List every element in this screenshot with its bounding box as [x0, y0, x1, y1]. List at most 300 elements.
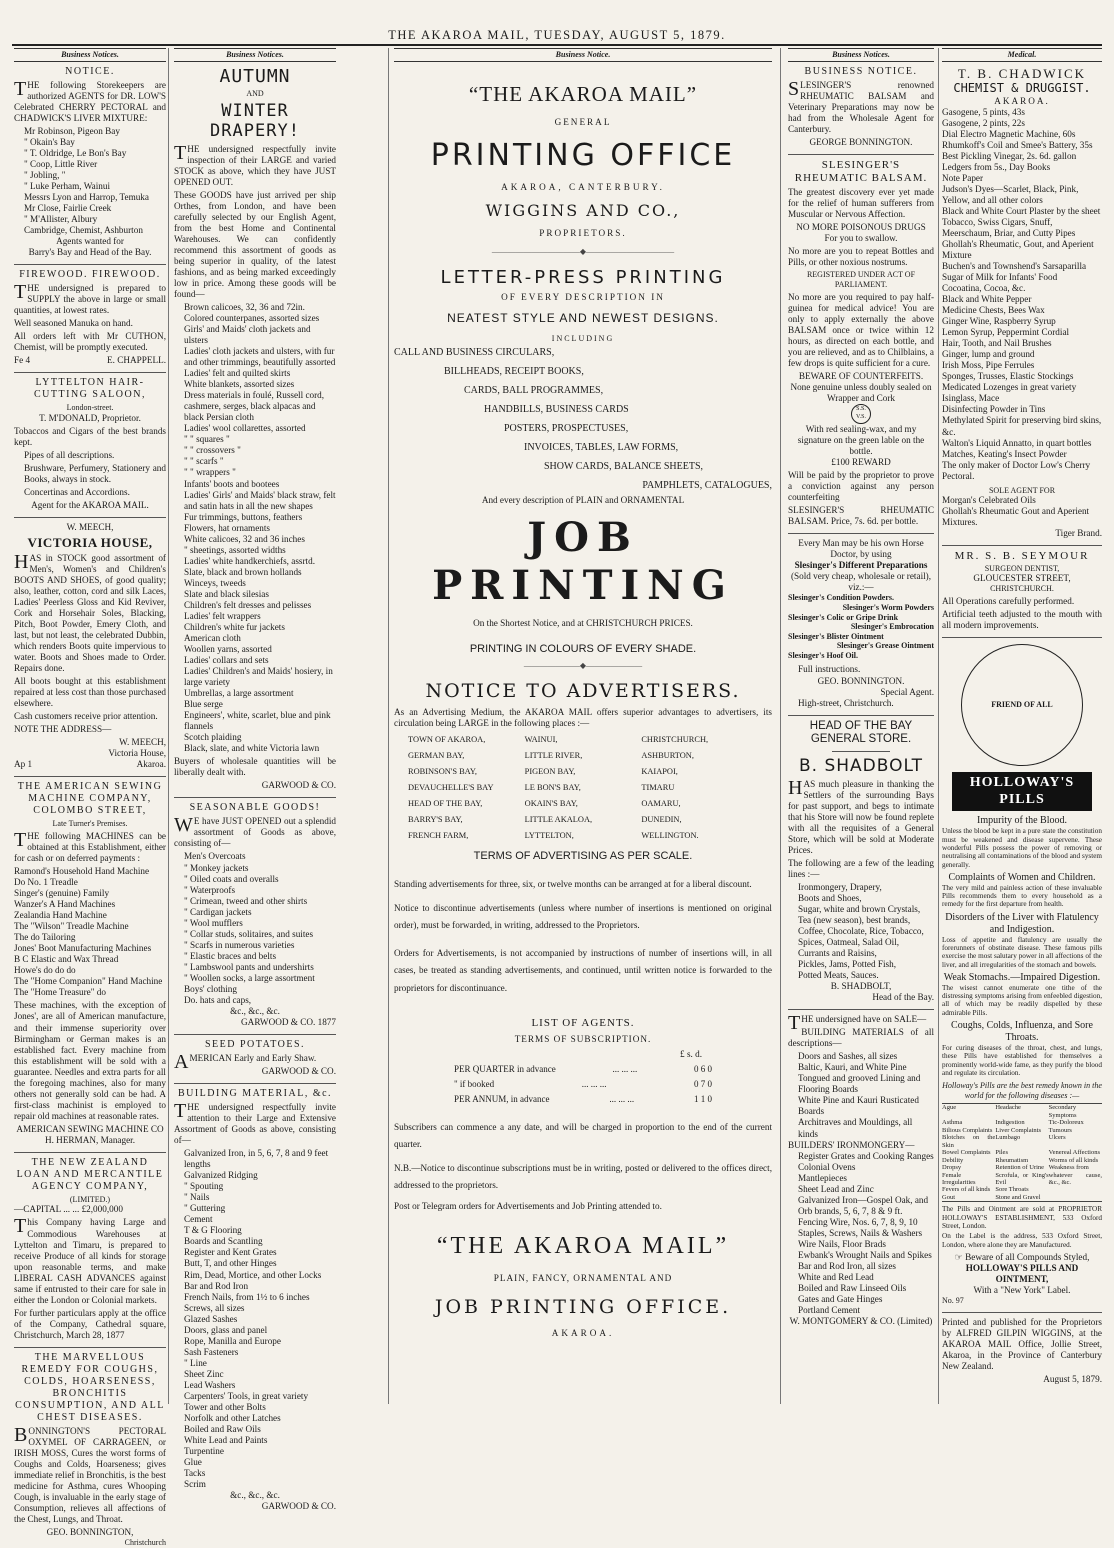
list-item: Dress materials in foulé, Russell cord, cashmere, serges, black alpacas and black Persian cloth — [184, 390, 325, 423]
town: Akaroa. — [136, 759, 166, 770]
meech-addr: Victoria House, — [108, 748, 166, 759]
list-item: Sheet Lead and Zinc — [798, 1183, 874, 1194]
table-cell: Retention of Urine — [995, 1164, 1045, 1172]
place-name: LYTTELTON, — [524, 831, 574, 841]
column-divider — [938, 48, 939, 1404]
list-item: Ladies' cloth jackets and ulsters, with fur and other trimmings, beautifully assorted — [184, 346, 336, 368]
sale-list — [788, 1051, 934, 1139]
place-name: OAMARU, — [641, 799, 681, 809]
table-cell: Fevers of all kinds — [942, 1186, 991, 1194]
signature: GEORGE BONNINGTON. — [809, 136, 913, 147]
notice-heading: NOTICE. — [65, 65, 115, 77]
list-item: Bar and Rod Iron — [184, 1280, 249, 1291]
sewing-body-2: These machines, with the exception of Jones', are all of American manufacture, and their immense superiority over Birmingham or German makes is an established fact. Every machine from this establishment will be sold with a guarantee. Needles and extra parts for all the foregoing machines, also for many others not generally sold can be had. A first-class machinist is employed to repair old machines at reasonable rates. — [14, 1000, 166, 1121]
list-item: Turpentine — [184, 1446, 224, 1456]
row-dots: ... ... ... — [609, 1094, 635, 1104]
list-item: Cocoatina, Cocoa, &c. — [942, 283, 1026, 294]
place-name: LITTLE RIVER, — [524, 751, 583, 761]
full-instructions: Full instructions. — [798, 664, 861, 675]
row-value: 1 1 0 — [694, 1094, 712, 1104]
divider — [788, 154, 934, 155]
list-item: " Monkey jackets — [184, 862, 249, 873]
beware-line-3: With a "New York" Label. — [973, 1284, 1071, 1295]
and-label: AND — [246, 89, 264, 99]
colours-line: PRINTING IN COLOURS OF EVERY SHADE. — [469, 643, 697, 656]
subscription-note: Post or Telegram orders for Advertisements and Job Printing attended to. — [394, 1200, 662, 1211]
list-item: Slesinger's Colic or Gripe Drink — [788, 612, 899, 622]
place-name: DUNEDIN, — [641, 815, 682, 825]
shadbolt-body: HAS much pleasure in thanking the Settlers of the surrounding Bays for past support, and begs to intimate that his Store will now be found replete with all the requisites of a General Store, which will be sold at Moderate Prices. — [788, 776, 934, 855]
column-3 — [394, 48, 772, 1404]
list-item: Ladies' felt and quilted skirts — [184, 368, 291, 379]
list-item: Baltic, Kauri, and White Pine — [798, 1062, 907, 1073]
sewing-heading: THE AMERICAN SEWING MACHINE COMPANY, COLOMBO STREET, — [17, 781, 163, 817]
list-item: Spices, Oatmeal, Salad Oil, — [798, 937, 900, 948]
ironmongery-list — [788, 1151, 934, 1316]
place-name: ROBINSON'S BAY, — [408, 767, 477, 777]
list-item: Slesinger's Hoof Oil. — [788, 650, 858, 660]
coughs-heading: Coughs, Colds, Influenza, and Sore Throats. — [951, 1019, 1093, 1043]
list-item: HANDBILLS, BUSINESS CARDS — [484, 404, 629, 416]
list-item: Slesinger's Blister Ointment — [788, 631, 884, 641]
divider — [14, 372, 166, 373]
rheumatic-balsam-heading: RHEUMATIC BALSAM. — [794, 171, 928, 184]
list-item: Girls' and Maids' cloth jackets and ulsters — [184, 324, 311, 346]
place-name: ASHBURTON, — [641, 751, 694, 761]
list-item: Walton's Liquid Annatto, in quart bottles — [942, 437, 1092, 448]
list-item: Colored counterpanes, assorted sizes — [184, 313, 320, 324]
list-item: Sash Fasteners — [184, 1346, 239, 1357]
sewing-body: THE following MACHINES can be obtained at this Establishment, either for cash or on deferred payments : — [14, 828, 166, 864]
business-notice-body: SLESINGER'S renowned RHEUMATIC BALSAM and Veterinary Preparations may now be had from the Wholesale Agent for Canterbury. — [788, 77, 934, 134]
table-cell: Gout — [942, 1193, 955, 1201]
table-cell: Weakness from — [1048, 1164, 1089, 1172]
list-item: " sheetings, assorted widths — [184, 544, 286, 555]
signature: W. MONTGOMERY & CO. (Limited) — [789, 1316, 933, 1327]
signature: E. CHAPPELL. — [107, 355, 166, 366]
list-item: French Nails, from 1½ to 6 inches — [184, 1291, 310, 1302]
poison-heading: NO MORE POISONOUS DRUGS — [796, 222, 926, 233]
buyers-note: Buyers of wholesale quantities will be liberally dealt with. — [174, 756, 336, 778]
saloon-street: London-street. — [66, 403, 114, 413]
ad-number: No. 97 — [942, 1295, 964, 1305]
section-heading: Medical. — [942, 48, 1102, 62]
firewood-body: THE undersigned is prepared to SUPPLY the above in large or small quantities, at lowest rates. — [14, 281, 166, 316]
head-of-bay-heading: HEAD OF THE BAY GENERAL STORE. — [809, 719, 913, 746]
list-item: Ladies' collars and sets — [184, 655, 269, 665]
imprint-date: August 5, 1879. — [1043, 1373, 1102, 1384]
list-item: Fencing Wire, Nos. 6, 7, 8, 9, 10 — [798, 1216, 918, 1227]
list-item: Ewbank's Wrought Nails and Spikes — [798, 1249, 932, 1260]
list-item: Isinglass, Mace — [942, 393, 1000, 404]
drapery-body: THE undersigned respectfully invite inspection of their LARGE and varied STOCK as above, which they have JUST OPENED OUT. — [174, 141, 336, 187]
list-item: " Woollen socks, a large assortment — [184, 972, 315, 983]
list-item: Currants and Raisins, — [798, 948, 877, 959]
list-item: " Nails — [184, 1192, 210, 1203]
table-cell: Piles — [995, 1149, 1008, 1157]
reward-heading: £100 REWARD — [831, 456, 891, 467]
letterpress-heading: LETTER-PRESS PRINTING — [440, 266, 726, 288]
list-item: Portland Cement — [798, 1305, 861, 1316]
nzloan-heading: THE NEW ZEALAND LOAN AND MERCANTILE AGENCY COMPANY, — [16, 1156, 164, 1192]
sale-heading: BUILDING MATERIALS of all descriptions— — [788, 1027, 934, 1049]
list-item: Mr Close, Fairlie Creek — [24, 202, 112, 213]
signature-row — [14, 355, 166, 366]
place-name: TOWN OF AKAROA, — [408, 734, 486, 744]
high-street: High-street, Christchurch. — [798, 697, 894, 708]
list-item: Black and White Pepper — [942, 294, 1032, 305]
list-item: Dial Electro Magnetic Machine, 60s — [942, 128, 1076, 139]
column-4 — [788, 48, 934, 1404]
place-name: LITTLE AKALOA, — [524, 815, 593, 825]
divider — [14, 1347, 166, 1348]
list-item: Rhumkoff's Coil and Smee's Battery, 35s — [942, 139, 1093, 150]
list-item: " Oiled coats and overalls — [184, 873, 279, 884]
signature: GARWOOD & CO. — [261, 780, 336, 791]
shadbolt-heading: B. SHADBOLT — [798, 756, 924, 777]
table-cell: Female Irregularities — [942, 1171, 976, 1186]
beware-line: ☞ Beware of all Compounds Styled, — [954, 1251, 1090, 1262]
preparations-list — [788, 593, 934, 660]
list-item: Doors and Sashes, all sizes — [798, 1051, 898, 1062]
list-item: Boys' clothing — [184, 983, 237, 994]
etc: &c., &c., &c. — [230, 1490, 280, 1501]
section-heading: Business Notice. — [394, 48, 772, 62]
saloon-line: Pipes of all descriptions. — [24, 450, 115, 460]
column-divider — [388, 48, 389, 1404]
masthead-title: THE AKAROA MAIL, TUESDAY, AUGUST 5, 1879. — [388, 28, 726, 42]
seal-label: FRIEND OF ALL — [991, 700, 1053, 710]
list-item: White blankets, assorted sizes — [184, 379, 295, 390]
date: Ap 1 — [14, 759, 33, 770]
row-value: 0 7 0 — [693, 1079, 712, 1090]
imprint: Printed and published for the Proprietors by ALFRED GILPIN WIGGINS, at the AKAROA MAIL Office, Jollie Street, Akaroa, in the Province of Canterbury New Zealand. — [942, 1316, 1102, 1371]
list-item: Tea (new season), best brands, — [798, 914, 911, 925]
list-item: Ladies' white handkerchiefs, assrtd. — [184, 555, 316, 566]
section-heading: Business Notices. — [14, 48, 166, 62]
place-name: WELLINGTON. — [641, 831, 699, 841]
list-item: Note Paper — [942, 172, 984, 183]
list-item: Slesinger's Condition Powders. — [788, 593, 895, 603]
list-item: Tacks — [184, 1468, 206, 1479]
column-2 — [174, 48, 336, 1512]
list-item: Hair, Tooth, and Nail Brushes — [942, 338, 1052, 349]
list-item: CALL AND BUSINESS CIRCULARS, — [394, 347, 555, 359]
list-item: Cambridge, Chemist, Ashburton — [24, 225, 143, 235]
list-item: " " wrappers " — [184, 467, 236, 478]
table-cell: Debility — [942, 1156, 964, 1164]
list-item: Tongued and grooved Lining and Flooring Boards — [798, 1073, 921, 1095]
list-item: Medicated Lozenges in great variety — [942, 382, 1077, 393]
list-item: Ladies' wool collarettes, assorted — [184, 423, 306, 434]
table-cell: Tumours — [1048, 1126, 1072, 1134]
list-item: Men's Overcoats — [184, 851, 246, 862]
remedy-body: BONNINGTON'S PECTORAL OXYMEL OF CARRAGEEN, or IRISH MOSS, Cures the worst forms of Coughs and Colds, Hoarseness; gives immediate relief in Bronchitis, is the best medicine for Asthma, cures Whooping Cough, is invaluable in the early stage of Consumption, relieves all affections of the Chest, Lungs, and Throat. — [14, 1423, 166, 1525]
winter-heading: WINTER DRAPERY! — [210, 100, 300, 142]
building-heading: BUILDING MATERIAL, &c. — [177, 1088, 333, 1100]
saloon-body: Tobaccos and Cigars of the best brands kept. — [14, 425, 166, 447]
notice-advertisers-heading: NOTICE TO ADVERTISERS. — [425, 680, 741, 703]
list-item: " Crimean, tweed and other shirts — [184, 895, 308, 906]
place-name: OKAIN'S BAY, — [524, 799, 578, 809]
list-item: SHOW CARDS, BALANCE SHEETS, — [544, 461, 703, 473]
table-cell: Tic-Doloreux — [1048, 1119, 1084, 1127]
signature: GEO. BONNINGTON. — [817, 675, 905, 686]
table-cell: Bowel Complaints — [942, 1149, 991, 1157]
sole-agent-label: SOLE AGENT FOR — [988, 485, 1056, 495]
ironmongery-heading: BUILDERS' IRONMONGERY— — [788, 1139, 915, 1150]
list-item: White calicoes, 32 and 36 inches — [184, 533, 305, 544]
table-cell: Bilious Complaints — [942, 1126, 993, 1134]
remedy-town: Christchurch — [124, 1538, 166, 1548]
balsam-body: The greatest discovery ever yet made for the relief of human sufferers from Muscular or Nervous Affection. — [788, 187, 934, 220]
list-item: " Cardigan jackets — [184, 906, 252, 917]
firm-name: WIGGINS AND CO., — [485, 200, 681, 220]
list-item: Zealandia Hand Machine — [14, 910, 107, 921]
row-label: PER QUARTER in advance — [454, 1064, 556, 1075]
job-printing-heading: JOB PRINTING — [432, 514, 734, 610]
list-item: " Jobling, " — [24, 169, 66, 180]
different-preparations: Slesinger's Different Preparations — [794, 560, 928, 571]
list-item: Infants' boots and bootees — [184, 478, 280, 489]
signature: GARWOOD & CO. — [261, 1066, 336, 1076]
autumn-heading: AUTUMN — [219, 65, 291, 87]
registered-label: REGISTERED UNDER ACT OF PARLIAMENT. — [806, 270, 916, 289]
place-name: DEVAUCHELLE'S BAY — [408, 783, 494, 793]
meech-house: VICTORIA HOUSE, — [27, 535, 153, 551]
tiger-brand: Tiger Brand. — [1055, 528, 1102, 539]
list-item: Galvanized Iron, in 5, 6, 7, 8 and 9 feet lengths — [184, 1148, 329, 1170]
list-item: " Lambswool pants and undershirts — [184, 961, 314, 972]
label-note: On the Label is the address, 533 Oxford Street, London, where alone they are Manufactured. — [942, 1232, 1102, 1249]
list-item: Bar and Rod Iron, all sizes — [798, 1260, 896, 1271]
place-name: BARRY'S BAY, — [408, 815, 463, 825]
list-item: Gasogene, 2 pints, 22s — [942, 117, 1025, 128]
list-item: Ginger, lump and ground — [942, 349, 1035, 360]
building-body: THE undersigned respectfully invite attention to their Large and Extensive Assortment of Goods as above, consisting of— — [174, 1100, 336, 1146]
special-agent: Special Agent. — [880, 686, 934, 697]
table-cell: Headache — [995, 1104, 1021, 1112]
seasonable-body: WE have JUST OPENED out a splendid assortment of Goods as above, consisting of— — [174, 814, 336, 849]
list-item: Boards and Scantling — [184, 1236, 263, 1247]
list-item: Mantlepieces — [798, 1172, 847, 1183]
meech-note: NOTE THE ADDRESS— — [14, 724, 112, 735]
table-cell — [1049, 1186, 1102, 1193]
complaints-heading: Complaints of Women and Children. — [948, 871, 1096, 883]
list-item: " Wool mufflers — [184, 917, 243, 928]
list-item: " Luke Perham, Wainui — [24, 180, 111, 191]
list-item: Judson's Dyes—Scarlet, Black, Pink, Yellow, and all other colors — [942, 183, 1079, 205]
terms-subscription: TERMS OF SUBSCRIPTION. — [514, 1034, 652, 1045]
list-item: White Lead and Paints — [184, 1434, 268, 1445]
dentist-body: All Operations carefully performed. — [942, 595, 1075, 606]
nzloan-body-2: For further particulars apply at the office of the Company, Cathedral square, Christchurch, March 28, 1877 — [14, 1307, 166, 1340]
shadbolt-few: The following are a few of the leading lines :— — [788, 857, 934, 879]
sewing-sub: Late Turner's Premises. — [52, 819, 128, 829]
disease-table — [942, 1103, 1102, 1202]
table-cell: whatever cause, &c., &c. — [1048, 1171, 1102, 1186]
seed-heading: SEED POTATOES. — [204, 1038, 306, 1050]
list-item: Glue — [184, 1457, 202, 1468]
nzloan-limited: (LIMITED.) — [69, 1194, 111, 1204]
nzloan-body: This Company having Large and Commodious Warehouses at Lyttelton and Timaru, is prepared to receive Produce of all kinds for storage upon reasonable terms, and make LIBERAL CASH ADVANCES against same if entrusted to their care for sale in either the London or Colonial markets. — [14, 1215, 166, 1305]
chadwick-name: T. B. CHADWICK — [957, 65, 1087, 81]
signature: GARWOOD & CO. — [261, 1501, 336, 1512]
neatest-style: NEATEST STYLE AND NEWEST DESIGNS. — [447, 311, 719, 326]
seal-icon: S.S. V.S. — [851, 404, 871, 424]
list-item: Boots and Shoes, — [798, 892, 862, 903]
signature-row — [14, 759, 166, 770]
column-divider — [168, 48, 169, 1404]
column-divider — [780, 48, 781, 1404]
list-item: Glazed Sashes — [184, 1313, 238, 1324]
row-dots: ... ... ... — [612, 1064, 638, 1075]
list-item: Scrim — [184, 1479, 206, 1490]
list-item: Norfolk and other Latches — [184, 1412, 281, 1423]
seal-body: With red sealing-wax, and my signature on the green lable on the bottle. — [797, 423, 925, 456]
seal-row — [788, 404, 934, 424]
list-item: Ledgers from 5s., Day Books — [942, 161, 1051, 172]
table-cell: Worms of all kinds — [1048, 1156, 1099, 1164]
meech-body-2: All boots bought at this establishment repaired at less cost than those purchased elsewhere. — [14, 676, 166, 709]
dentist-town: CHRISTCHURCH. — [990, 584, 1054, 594]
divider — [14, 517, 166, 518]
list-item: Tobacco, Swiss Cigars, Snuff, Meerschaum, Briar, and Cutty Pipes — [942, 216, 1076, 238]
list-item: Fur trimmings, buttons, feathers — [184, 511, 303, 522]
list-item: Pickles, Jams, Potted Fish, — [798, 959, 897, 970]
list-item: Lemon Syrup, Peppermint Cordial — [942, 327, 1070, 338]
list-item: Rim, Dead, Mortice, and other Locks — [184, 1269, 322, 1280]
list-item: Disinfecting Powder in Tins — [942, 404, 1046, 415]
nzloan-capital: —CAPITAL ... ... £2,000,000 — [14, 1204, 123, 1215]
list-item: " Coop, Little River — [24, 158, 98, 169]
business-notice-heading: BUSINESS NOTICE. — [804, 65, 918, 77]
price: SLESINGER'S RHEUMATIC BALSAM. Price, 7s. 6d. per bottle. — [788, 505, 934, 527]
place-name: GERMAN BAY, — [408, 751, 465, 761]
list-item: Staples, Screws, Nails & Washers — [798, 1227, 923, 1238]
terms-paragraph: Orders for Advertisements, is not accompanied by instructions of number of insertions will, in all cases, be treated as standing advertisements, and continued, until written notice is forwarded to the proprietors for discontinuance. — [394, 947, 772, 993]
meech-name: W. MEECH, — [66, 522, 114, 533]
list-item: Scotch plaiding — [184, 732, 242, 743]
firewood-heading: FIREWOOD. FIREWOOD. — [19, 269, 161, 281]
divider — [942, 545, 1102, 546]
list-item: The "Wilson" Treadle Machine — [14, 921, 129, 932]
list-item: " Spouting — [184, 1181, 224, 1192]
list-item: The "Home Treasure" do — [14, 987, 106, 998]
divider — [174, 797, 336, 798]
agents-wanted-2: Barry's Bay and Head of the Bay. — [28, 247, 152, 258]
list-item: Ladies' Children's and Maids' hosiery, in large variety — [184, 666, 333, 688]
divider — [14, 776, 166, 777]
list-item: Wanzer's A Hand Machines — [14, 899, 116, 910]
list-item: BILLHEADS, RECEIPT BOOKS, — [444, 366, 584, 378]
list-item: Engineers', white, scarlet, blue and pink flannels — [184, 710, 331, 732]
impurity-heading: Impurity of the Blood. — [977, 815, 1067, 827]
list-item: " " scarfs " — [184, 456, 224, 467]
list-item: Ramond's Household Hand Machine — [14, 866, 150, 877]
row-label: PER ANNUM, in advance — [454, 1094, 550, 1104]
list-item: POSTERS, PROSPECTUSES, — [504, 423, 629, 435]
list-item: Howe's do do do — [14, 965, 76, 976]
list-item: B C Elastic and Wax Thread — [14, 954, 119, 965]
chadwick-town: AKAROA. — [994, 95, 1050, 106]
plain-fancy: PLAIN, FANCY, ORNAMENTAL AND — [493, 1272, 673, 1283]
place-name: TIMARU — [641, 783, 675, 793]
list-item: Methylated Spirit for preserving bird skins, &c. — [942, 415, 1102, 437]
paper-title-2: “THE AKAROA MAIL” — [436, 1232, 730, 1259]
poison-body: No more are you to repeat Bottles and Pills, or other noxious nostrums. — [788, 246, 934, 268]
place-name: FRENCH FARM, — [408, 831, 469, 841]
list-item: " Collar studs, solitaires, and suites — [184, 928, 314, 939]
ornament-divider: ———————◆——————— — [523, 660, 643, 670]
saloon-agent: Agent for the AKAROA MAIL. — [31, 500, 149, 511]
date: Fe 4 — [14, 355, 31, 366]
weak-heading: Weak Stomachs.—Impaired Digestion. — [943, 971, 1101, 983]
list-item: " " crossovers " — [184, 445, 241, 456]
list-item: T & G Flooring — [184, 1225, 242, 1236]
list-item: Medicine Chests, Bees Wax — [942, 305, 1045, 316]
list-item: " Guttering — [184, 1203, 226, 1214]
list-item: Gates and Gate Hinges — [798, 1293, 883, 1304]
list-item: Slesinger's Worm Powders — [842, 602, 934, 612]
list-item: Do. hats and caps, — [184, 994, 252, 1005]
table-cell: Blotches on the Skin — [942, 1134, 996, 1149]
list-item: Slate and black silesias — [184, 588, 269, 599]
list-item: " T. Oldridge, Le Bon's Bay — [24, 147, 127, 158]
divider — [14, 264, 166, 265]
list-item: Potted Meats, Sauces. — [798, 970, 879, 981]
holloway-seal-icon — [961, 644, 1083, 766]
meech-sign: W. MEECH, — [119, 737, 166, 748]
saloon-line: Concertinas and Accordions. — [24, 487, 130, 498]
section-heading: Business Notices. — [788, 48, 934, 62]
list-item: Black and White Court Plaster by the sheet — [942, 205, 1101, 216]
list-item: " Elastic braces and belts — [184, 950, 277, 961]
list-item: Register and Kent Grates — [184, 1247, 277, 1258]
list-item: Blue serge — [184, 699, 223, 710]
table-cell: Dropsy — [942, 1164, 962, 1172]
dentist-name: MR. S. B. SEYMOUR — [954, 550, 1090, 563]
list-item: Sheet Zinc — [184, 1368, 224, 1379]
list-item: Doors, glass and panel — [184, 1324, 268, 1335]
dentist-street: GLOUCESTER STREET, — [973, 573, 1071, 584]
place-name: CHRISTCHURCH, — [641, 734, 709, 744]
place-name: LE BON'S BAY, — [524, 783, 581, 793]
coughs-body: For curing diseases of the throat, chest, and lungs, these Pills have established for themselves a prominently world-wide fame, as they purify the blood and regulate its circulation. — [942, 1043, 1102, 1077]
list-item: " " squares " — [184, 434, 230, 445]
row-dots: ... ... ... — [581, 1079, 607, 1090]
impurity-body: Unless the blood be kept in a pure state the constitution must be weakened and disease supervene. These wonderful Pills possess the power of removing or neutralising all contaminations of the blood and system generally. — [942, 827, 1102, 869]
list-item: Register Grates and Cooking Ranges — [798, 1150, 934, 1161]
shadbolt-list — [788, 882, 934, 981]
sewing-manager: H. HERMAN, Manager. — [44, 1134, 136, 1145]
list-item: Morgan's Celebrated Oils — [942, 495, 1036, 506]
horse-doctor: Every Man may be his own Horse Doctor, by using — [798, 538, 924, 560]
row-label: " if booked — [454, 1079, 495, 1090]
general-label: GENERAL — [554, 116, 612, 127]
list-item: Coffee, Chocolate, Rice, Tobacco, — [798, 925, 924, 936]
list-item: Carpenters' Tools, in great variety — [184, 1390, 309, 1401]
terms-paragraph: Notice to discontinue advertisements (unless where number of insertions is mentioned on original order), must be forwarded, in writing, addressed to the Proprietors. — [394, 902, 772, 931]
list-item: The only maker of Doctor Low's Cherry Pectoral. — [942, 459, 1091, 481]
reward-body: Will be paid by the proprietor to prove a conviction against any person counterfeiting — [788, 470, 934, 503]
list-item: Irish Moss, Pipe Ferrules — [942, 360, 1035, 371]
including-label: INCLUDING — [551, 333, 615, 343]
list-item: Architraves and Mouldings, all kinds — [798, 1117, 913, 1139]
list-item: Black, slate, and white Victoria lawn — [184, 743, 320, 754]
list-item: Galvanized Ridging — [184, 1170, 258, 1181]
place-name: KAIAPOI, — [641, 767, 678, 777]
